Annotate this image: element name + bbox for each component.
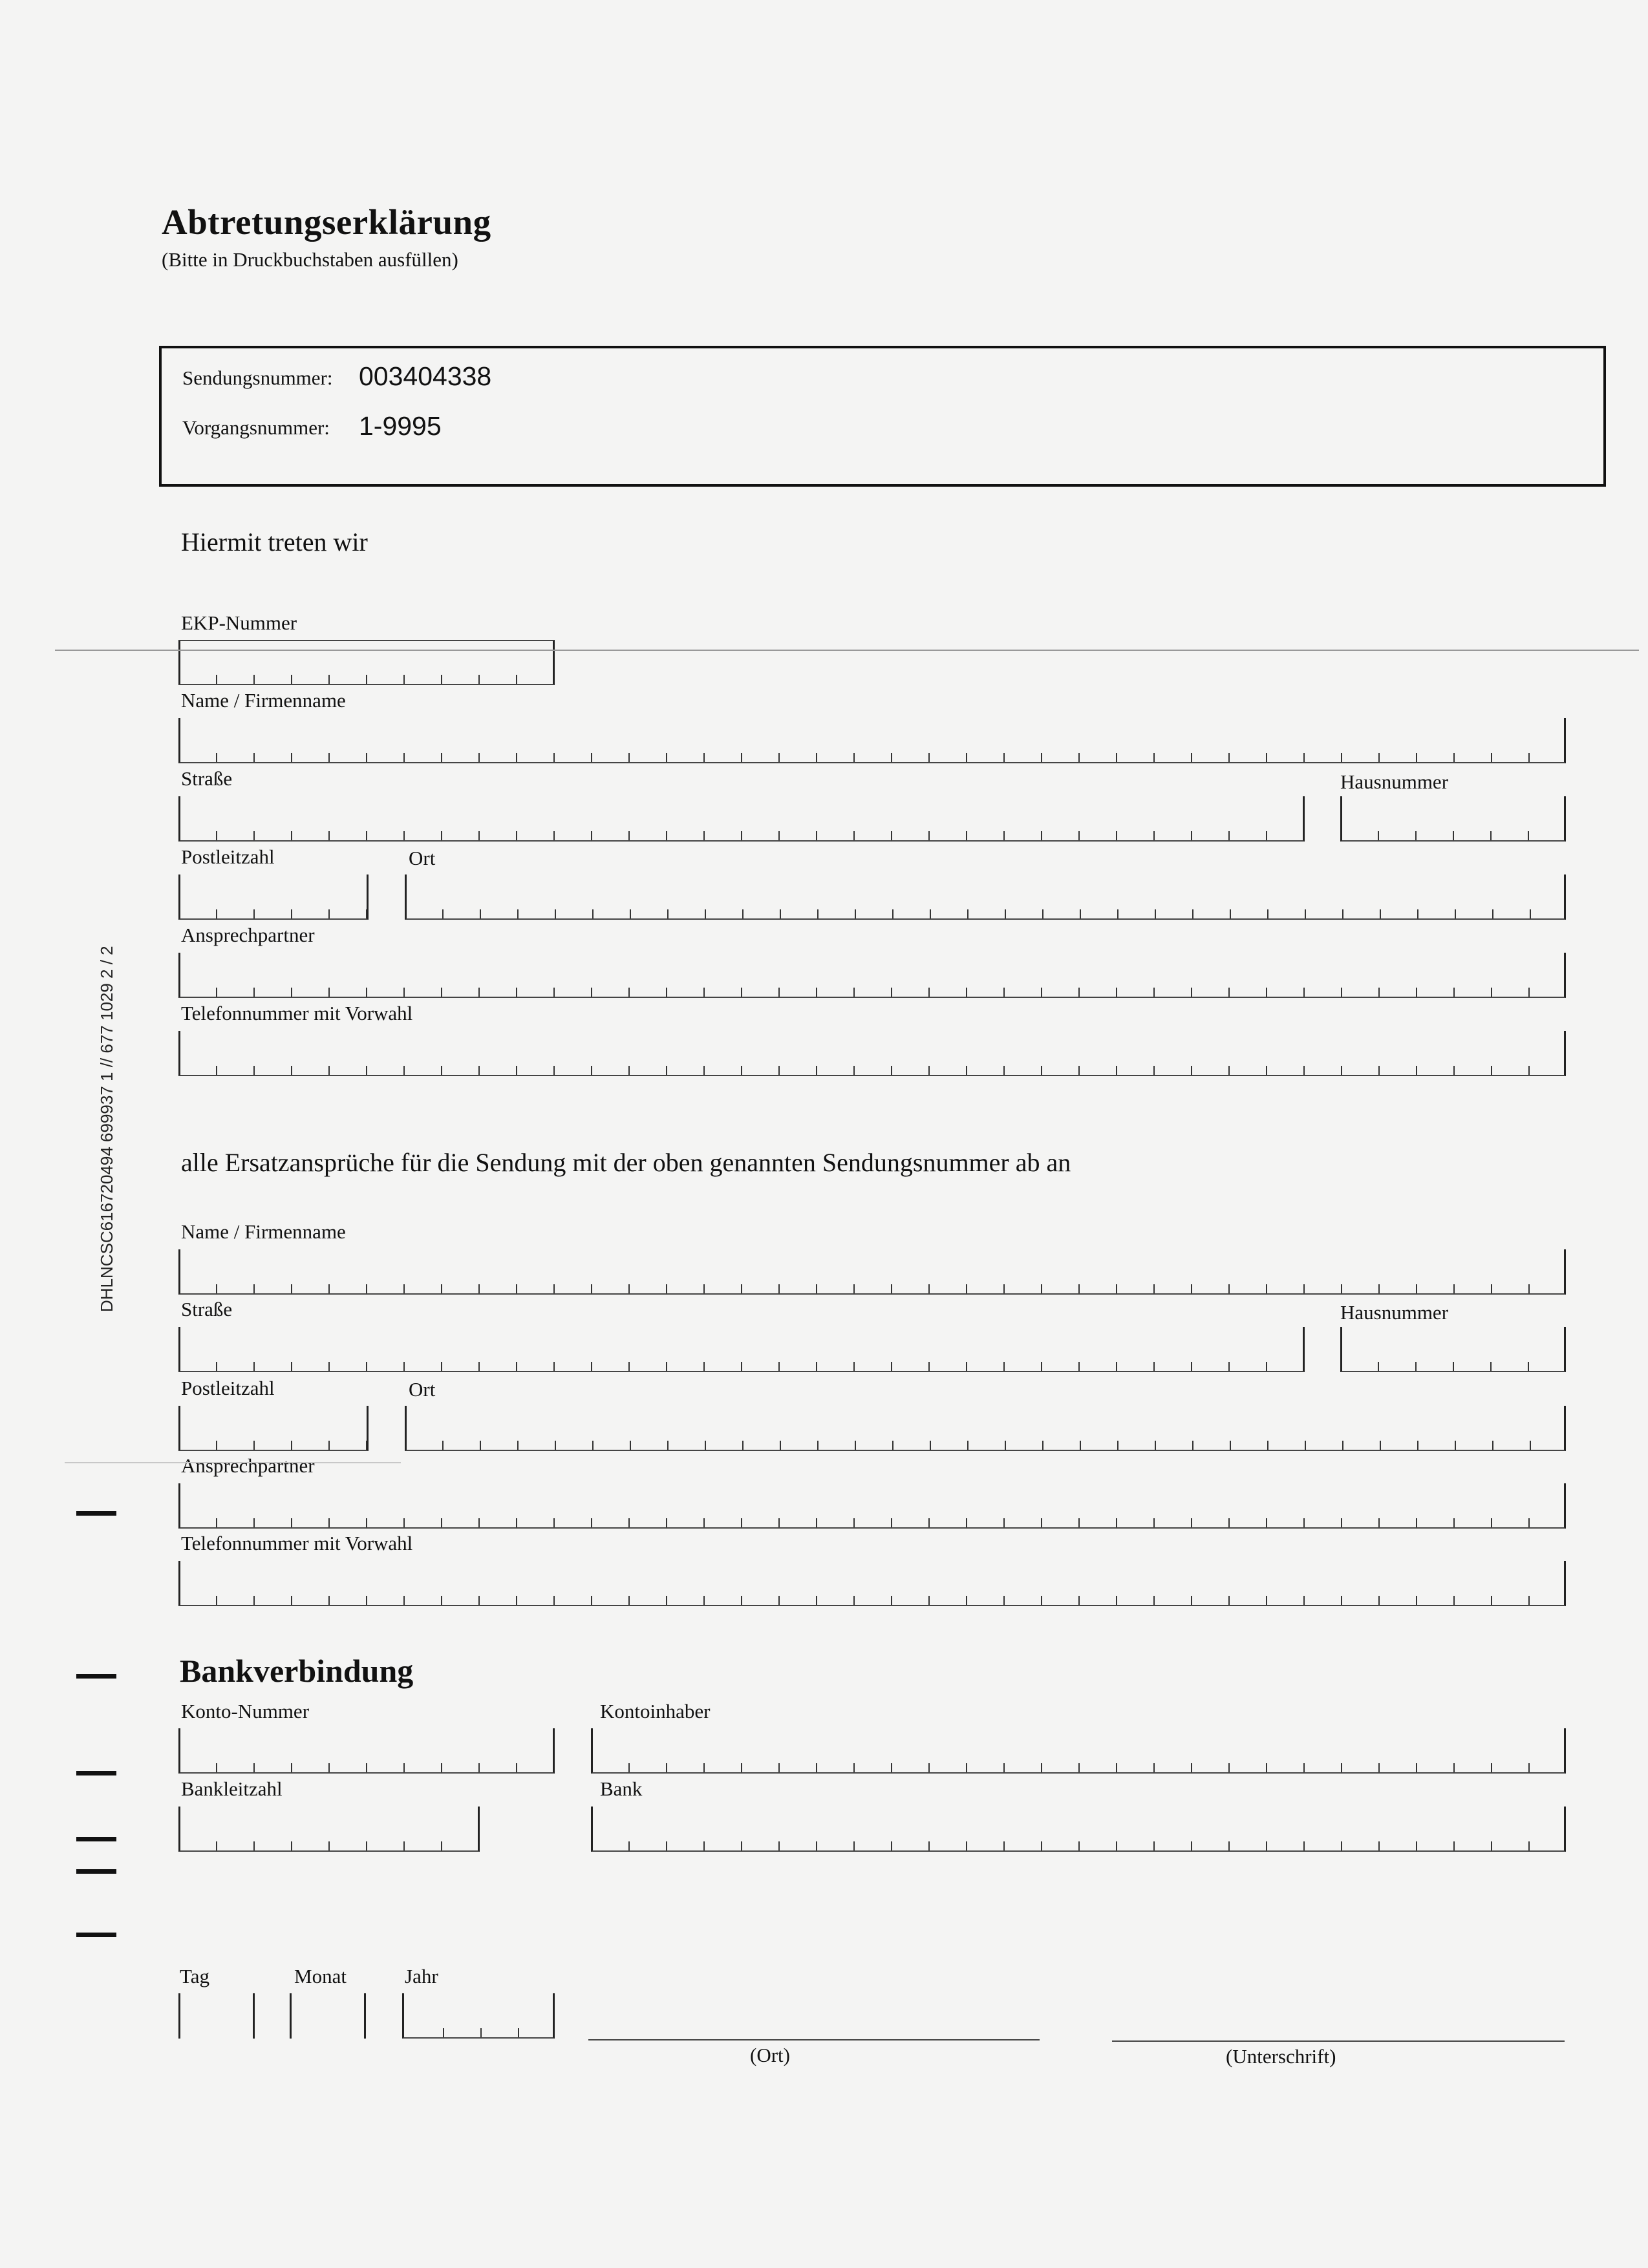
day-field[interactable] [178, 1993, 255, 2039]
assignee-city-label: Ort [409, 1378, 436, 1401]
assignor-city-label: Ort [409, 847, 436, 869]
margin-mark [76, 1869, 116, 1874]
assignee-name-label: Name / Firmenname [181, 1220, 346, 1243]
signature-line[interactable] [1112, 2040, 1565, 2042]
assignor-zip-field[interactable] [178, 874, 369, 920]
account-number-label: Konto-Nummer [181, 1700, 310, 1722]
assignor-name-label: Name / Firmenname [181, 689, 346, 712]
margin-mark [76, 1837, 116, 1841]
account-holder-label: Kontoinhaber [600, 1700, 711, 1722]
margin-mark [76, 1511, 116, 1516]
bank-heading: Bankverbindung [180, 1653, 414, 1689]
assignment-statement: alle Ersatzansprüche für die Sendung mit der oben genannten Sendungsnummer ab an [181, 1148, 1071, 1177]
assignee-house-field[interactable] [1340, 1327, 1566, 1372]
assignee-house-label: Hausnummer [1340, 1301, 1449, 1324]
assignor-contact-label: Ansprechpartner [181, 924, 315, 946]
account-number-field[interactable] [178, 1728, 555, 1774]
bank-name-field[interactable] [591, 1807, 1566, 1852]
margin-mark [76, 1771, 116, 1775]
assignee-contact-label: Ansprechpartner [181, 1454, 315, 1477]
signature-label: (Unterschrift) [1226, 2045, 1336, 2068]
page-title: Abtretungserklärung [162, 202, 491, 242]
account-holder-field[interactable] [591, 1728, 1566, 1774]
assignor-city-field[interactable] [405, 874, 1566, 920]
assignee-phone-field[interactable] [178, 1561, 1566, 1606]
vorgangsnummer-value[interactable]: 1-9995 [359, 411, 442, 441]
page-subtitle: (Bitte in Druckbuchstaben ausfüllen) [162, 248, 458, 271]
assignee-street-label: Straße [181, 1298, 233, 1320]
assignor-name-field[interactable] [178, 718, 1566, 763]
assignor-house-label: Hausnummer [1340, 770, 1449, 793]
assignor-phone-field[interactable] [178, 1031, 1566, 1076]
assignor-zip-label: Postleitzahl [181, 845, 275, 868]
month-field[interactable] [290, 1993, 366, 2039]
margin-mark [76, 1933, 116, 1937]
day-label: Tag [180, 1965, 210, 1987]
ekp-number-field[interactable] [178, 640, 555, 685]
year-label: Jahr [405, 1965, 438, 1987]
assignee-name-field[interactable] [178, 1249, 1566, 1295]
assignee-city-field[interactable] [405, 1406, 1566, 1451]
vorgangsnummer-label: Vorgangsnummer: [182, 416, 330, 439]
assignor-street-label: Straße [181, 767, 233, 790]
bank-name-label: Bank [600, 1777, 643, 1800]
place-label: (Ort) [750, 2044, 790, 2066]
assignee-street-field[interactable] [178, 1327, 1305, 1372]
assignee-contact-field[interactable] [178, 1483, 1566, 1529]
blz-field[interactable] [178, 1807, 480, 1852]
assignee-zip-label: Postleitzahl [181, 1377, 275, 1399]
ekp-label: EKP-Nummer [181, 611, 297, 634]
month-label: Monat [294, 1965, 347, 1987]
side-print-code: DHLNCSC61672049​4 699937 1 // 677 1029 2 / 2 [97, 946, 116, 1312]
sendungsnummer-label: Sendungsnummer: [182, 366, 333, 389]
fold-line [55, 650, 1639, 651]
assignee-phone-label: Telefonnummer mit Vorwahl [181, 1532, 413, 1554]
assignor-contact-field[interactable] [178, 953, 1566, 998]
assignee-zip-field[interactable] [178, 1406, 369, 1451]
blz-label: Bankleitzahl [181, 1777, 283, 1800]
assignor-street-field[interactable] [178, 796, 1305, 842]
margin-mark [76, 1674, 116, 1679]
fold-line-2 [65, 1462, 401, 1463]
year-field[interactable] [402, 1993, 555, 2039]
reference-box [159, 346, 1606, 487]
sendungsnummer-value[interactable]: 003404338 [359, 361, 492, 391]
assignor-phone-label: Telefonnummer mit Vorwahl [181, 1002, 413, 1024]
place-line[interactable] [588, 2039, 1040, 2040]
assignor-house-field[interactable] [1340, 796, 1566, 842]
intro-text: Hiermit treten wir [181, 527, 368, 556]
